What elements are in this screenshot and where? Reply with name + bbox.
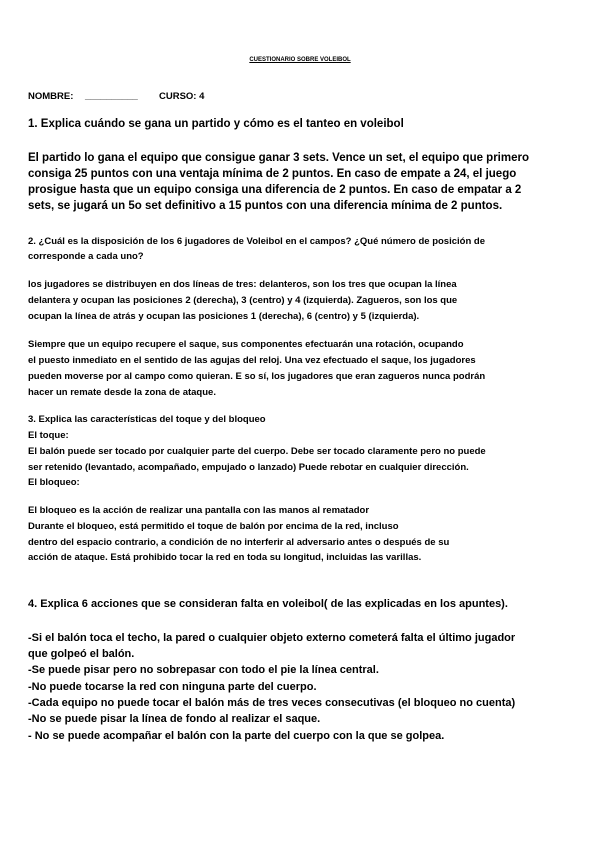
q1-answer-line: sets, se jugará un 5o set definitivo a 15 puntos con una diferencia mínima de 2 puntos. — [28, 200, 503, 212]
q3-bloqueo-line: acción de ataque. Está prohibido tocar la red en toda su longitud, incluidas las varillas. — [28, 552, 422, 563]
q2-question-line: corresponde a cada uno? — [28, 251, 144, 262]
nombre-label: NOMBRE: — [28, 91, 74, 102]
q4-answer-line: -Cada equipo no puede tocar el balón más de tres veces consecutivas (el bloqueo no cuenta) — [28, 697, 516, 709]
q3-toque-line: ser retenido (levantado, acompañado, empujado o lanzado) Puede rebotar en cualquier dirección. — [28, 462, 469, 473]
q2-rotation-line: hacer un remate desde la zona de ataque. — [28, 387, 216, 398]
q1-answer-line: El partido lo gana el equipo que consigue ganar 3 sets. Vence un set, el equipo que primero — [28, 152, 529, 164]
nombre-blank: __________ — [85, 91, 138, 102]
document-title: CUESTIONARIO SOBRE VOLEIBOL — [249, 57, 351, 63]
curso-label: CURSO: 4 — [159, 91, 205, 102]
q2-rotation-line: Siempre que un equipo recupere el saque, sus componentes efectuarán una rotación, ocupando — [28, 339, 464, 350]
q1-question: 1. Explica cuándo se gana un partido y cómo es el tanteo en voleibol — [28, 118, 404, 130]
q4-answer-line: -Si el balón toca el techo, la pared o cualquier objeto externo cometerá falta el último jugador — [28, 632, 516, 644]
q2-answer-line: delantera y ocupan las posiciones 2 (derecha), 3 (centro) y 4 (izquierda). Zagueros, son los que — [28, 295, 458, 306]
q3-bloqueo-line: El bloqueo es la acción de realizar una pantalla con las manos al rematador — [28, 505, 370, 516]
q3-bloqueo-line: dentro del espacio contrario, a condición de no interferir al adversario antes o después de su — [28, 537, 450, 548]
q4-answer-line: que golpeó el balón. — [28, 648, 135, 660]
q3-question: 3. Explica las características del toque y del bloqueo — [28, 414, 266, 425]
q1-answer-line: prosigue hasta que un equipo consiga una diferencia de 2 puntos. En caso de empatar a 2 — [28, 184, 522, 196]
q1-answer-line: consiga 25 puntos con una ventaja mínima de 2 puntos. En caso de empate a 24, el juego — [28, 168, 517, 180]
q2-answer-line: los jugadores se distribuyen en dos líneas de tres: delanteros, son los tres que ocupan la línea — [28, 279, 457, 290]
q4-answer-line: -Se puede pisar pero no sobrepasar con todo el pie la línea central. — [28, 664, 379, 676]
q2-answer-line: ocupan la línea de atrás y ocupan las posiciones 1 (derecha), 6 (centro) y 5 (izquierda). — [28, 311, 420, 322]
q3-toque-line: El balón puede ser tocado por cualquier parte del cuerpo. Debe ser tocado claramente pero no puede — [28, 446, 486, 457]
q2-rotation-line: el puesto inmediato en el sentido de las agujas del reloj. Una vez efectuado el saque, los jugadores — [28, 355, 476, 366]
q3-toque-label: El toque: — [28, 430, 69, 441]
q4-answer-line: - No se puede acompañar el balón con la parte del cuerpo con la que se golpea. — [28, 730, 445, 742]
q4-answer-line: -No puede tocarse la red con ninguna parte del cuerpo. — [28, 681, 317, 693]
q4-question: 4. Explica 6 acciones que se consideran falta en voleibol( de las explicadas en los apuntes). — [28, 598, 508, 610]
q3-bloqueo-line: Durante el bloqueo, está permitido el toque de balón por encima de la red, incluso — [28, 521, 399, 532]
q4-answer-line: -No se puede pisar la línea de fondo al realizar el saque. — [28, 713, 321, 725]
q2-question-line: 2. ¿Cuál es la disposición de los 6 jugadores de Voleibol en el campos? ¿Qué número de posición de — [28, 236, 485, 247]
q3-bloqueo-label: El bloqueo: — [28, 477, 80, 488]
q2-rotation-line: pueden moverse por al campo como quieran. E so sí, los jugadores que eran zagueros nunca podrán — [28, 371, 486, 382]
